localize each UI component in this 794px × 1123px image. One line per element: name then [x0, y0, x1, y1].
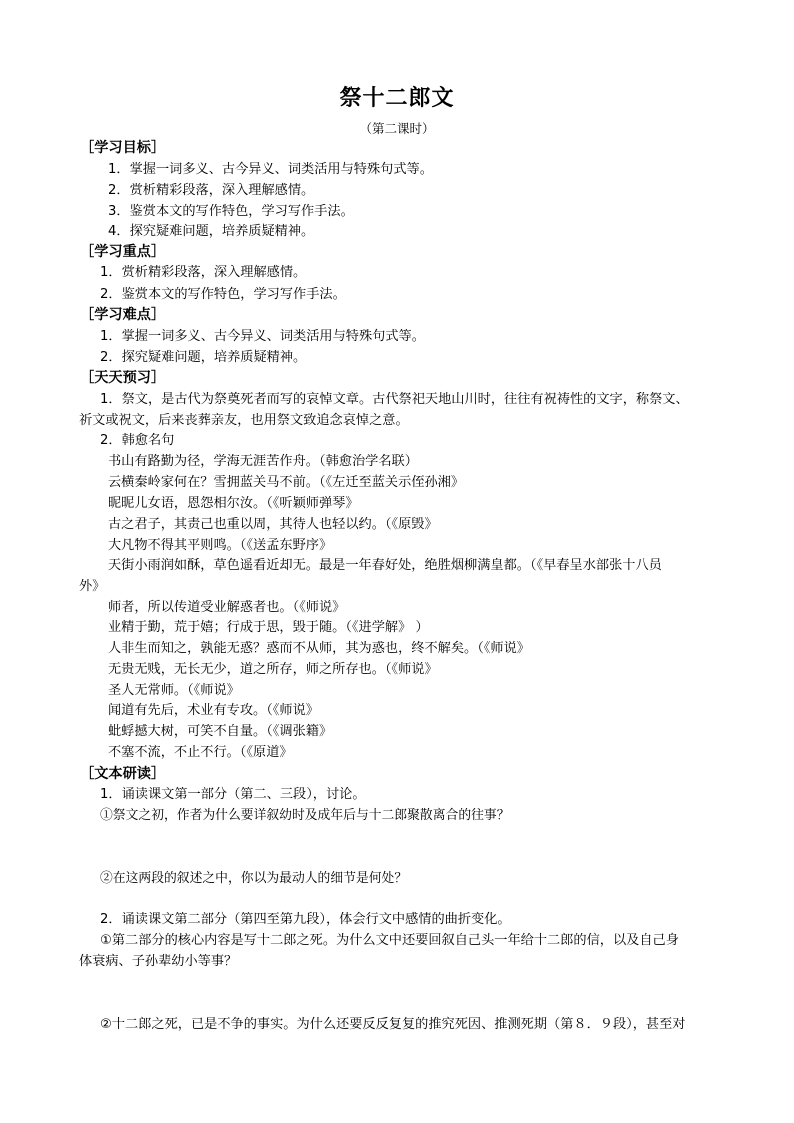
- quote-line: 人非生而知之，孰能无惑？惑而不从师，其为惑也，终不解矣。（《师说》: [108, 641, 530, 656]
- quote-line: 大凡物不得其平则鸣。（《送孟东野序》: [108, 538, 333, 553]
- key-point-item: 2．鉴赏本文的写作特色，学习写作手法。: [100, 287, 346, 302]
- document-subtitle: （第二课时）: [359, 121, 435, 136]
- key-point-item: 1．赏析精彩段落，深入理解感情。: [100, 265, 307, 280]
- quote-line: 无贵无贱，无长无少，道之所存，师之所存也。（《师说》: [108, 662, 438, 677]
- quote-line: 不塞不流，不止不行。（《原道》: [108, 745, 293, 760]
- quote-line: 业精于勤，荒于嬉；行成于思，毁于随。（《进学解》 ）: [108, 620, 429, 635]
- goals-heading: ［学习目标］: [80, 140, 166, 156]
- quote-line: 蚍蜉撼大树，可笑不自量。（《调张籍》: [108, 724, 333, 739]
- reading-heading: ［文本研读］: [80, 766, 166, 782]
- preview-paragraph-line: 祈文或祝文，后来丧葬亲友，也用祭文致追念哀悼之意。: [79, 413, 409, 428]
- quote-line: 书山有路勤为径，学海无涯苦作舟。（韩愈治学名联）: [108, 454, 418, 469]
- reading-question: ②十二郎之死，已是不争的事实。为什么还要反反复复的推究死因、推测死期（第８．９段），甚至对: [100, 1017, 686, 1032]
- preview-quotes-label: 2．韩愈名句: [100, 433, 175, 448]
- difficulties-heading: ［学习难点］: [80, 307, 166, 323]
- quote-line: 云横秦岭家何在？雪拥蓝关马不前。（《左迁至蓝关示侄孙湘》: [108, 475, 465, 490]
- preview-paragraph-line: 1．祭文，是古代为祭奠死者而写的哀悼文章。古代祭祀天地山川时，往往有祝祷性的文字，称祭文、: [100, 392, 689, 407]
- quote-line: 师者，所以传道受业解惑者也。（《师说》: [108, 600, 346, 615]
- difficulty-item: 1．掌握一词多义、古今异义、词类活用与特殊句式等。: [100, 329, 425, 344]
- document-title: 祭十二郎文: [339, 86, 455, 111]
- reading-question: ②在这两段的叙述之中，你以为最动人的细节是何处？: [100, 871, 408, 886]
- reading-question: ①第二部分的核心内容是写十二郎之死。为什么文中还要回叙自己头一年给十二郎的信，以及自己身: [100, 933, 679, 948]
- difficulty-item: 2．探究疑难问题，培养质疑精神。: [100, 350, 307, 365]
- quote-line: 闻道有先后，术业有专攻。（《师说》: [108, 703, 319, 718]
- key-points-heading: ［学习重点］: [80, 244, 166, 260]
- preview-heading: ［天天预习］: [80, 370, 166, 386]
- goal-item: 2．赏析精彩段落，深入理解感情。: [108, 183, 315, 198]
- goal-item: 4．探究疑难问题，培养质疑精神。: [108, 224, 315, 239]
- goal-item: 3．鉴赏本文的写作特色，学习写作手法。: [108, 204, 354, 219]
- quote-line: 天街小雨润如酥，草色遥看近却无。最是一年春好处，绝胜烟柳满皇都。（《早春呈水部张十八员: [108, 558, 662, 573]
- goal-item: 1．掌握一词多义、古今异义、词类活用与特殊句式等。: [108, 162, 433, 177]
- quote-line: 圣人无常师。（《师说》: [108, 683, 240, 698]
- reading-question: 2．诵读课文第二部分（第四至第九段），体会行文中感情的曲折变化。: [100, 912, 511, 927]
- quote-line: 昵昵儿女语，恩怨相尔汝。（《听颖师弹琴》: [108, 496, 359, 511]
- reading-question: 体衰病、子孙辈幼小等事？: [79, 954, 238, 969]
- reading-question: 1．诵读课文第一部分（第二、三段），讨论。: [100, 787, 366, 802]
- reading-question: ①祭文之初，作者为什么要详叙幼时及成年后与十二郎聚散离合的往事？: [100, 808, 510, 823]
- quote-line: 外》: [79, 579, 106, 594]
- quote-line: 古之君子，其责己也重以周，其待人也轻以约。（《原毁》: [108, 517, 438, 532]
